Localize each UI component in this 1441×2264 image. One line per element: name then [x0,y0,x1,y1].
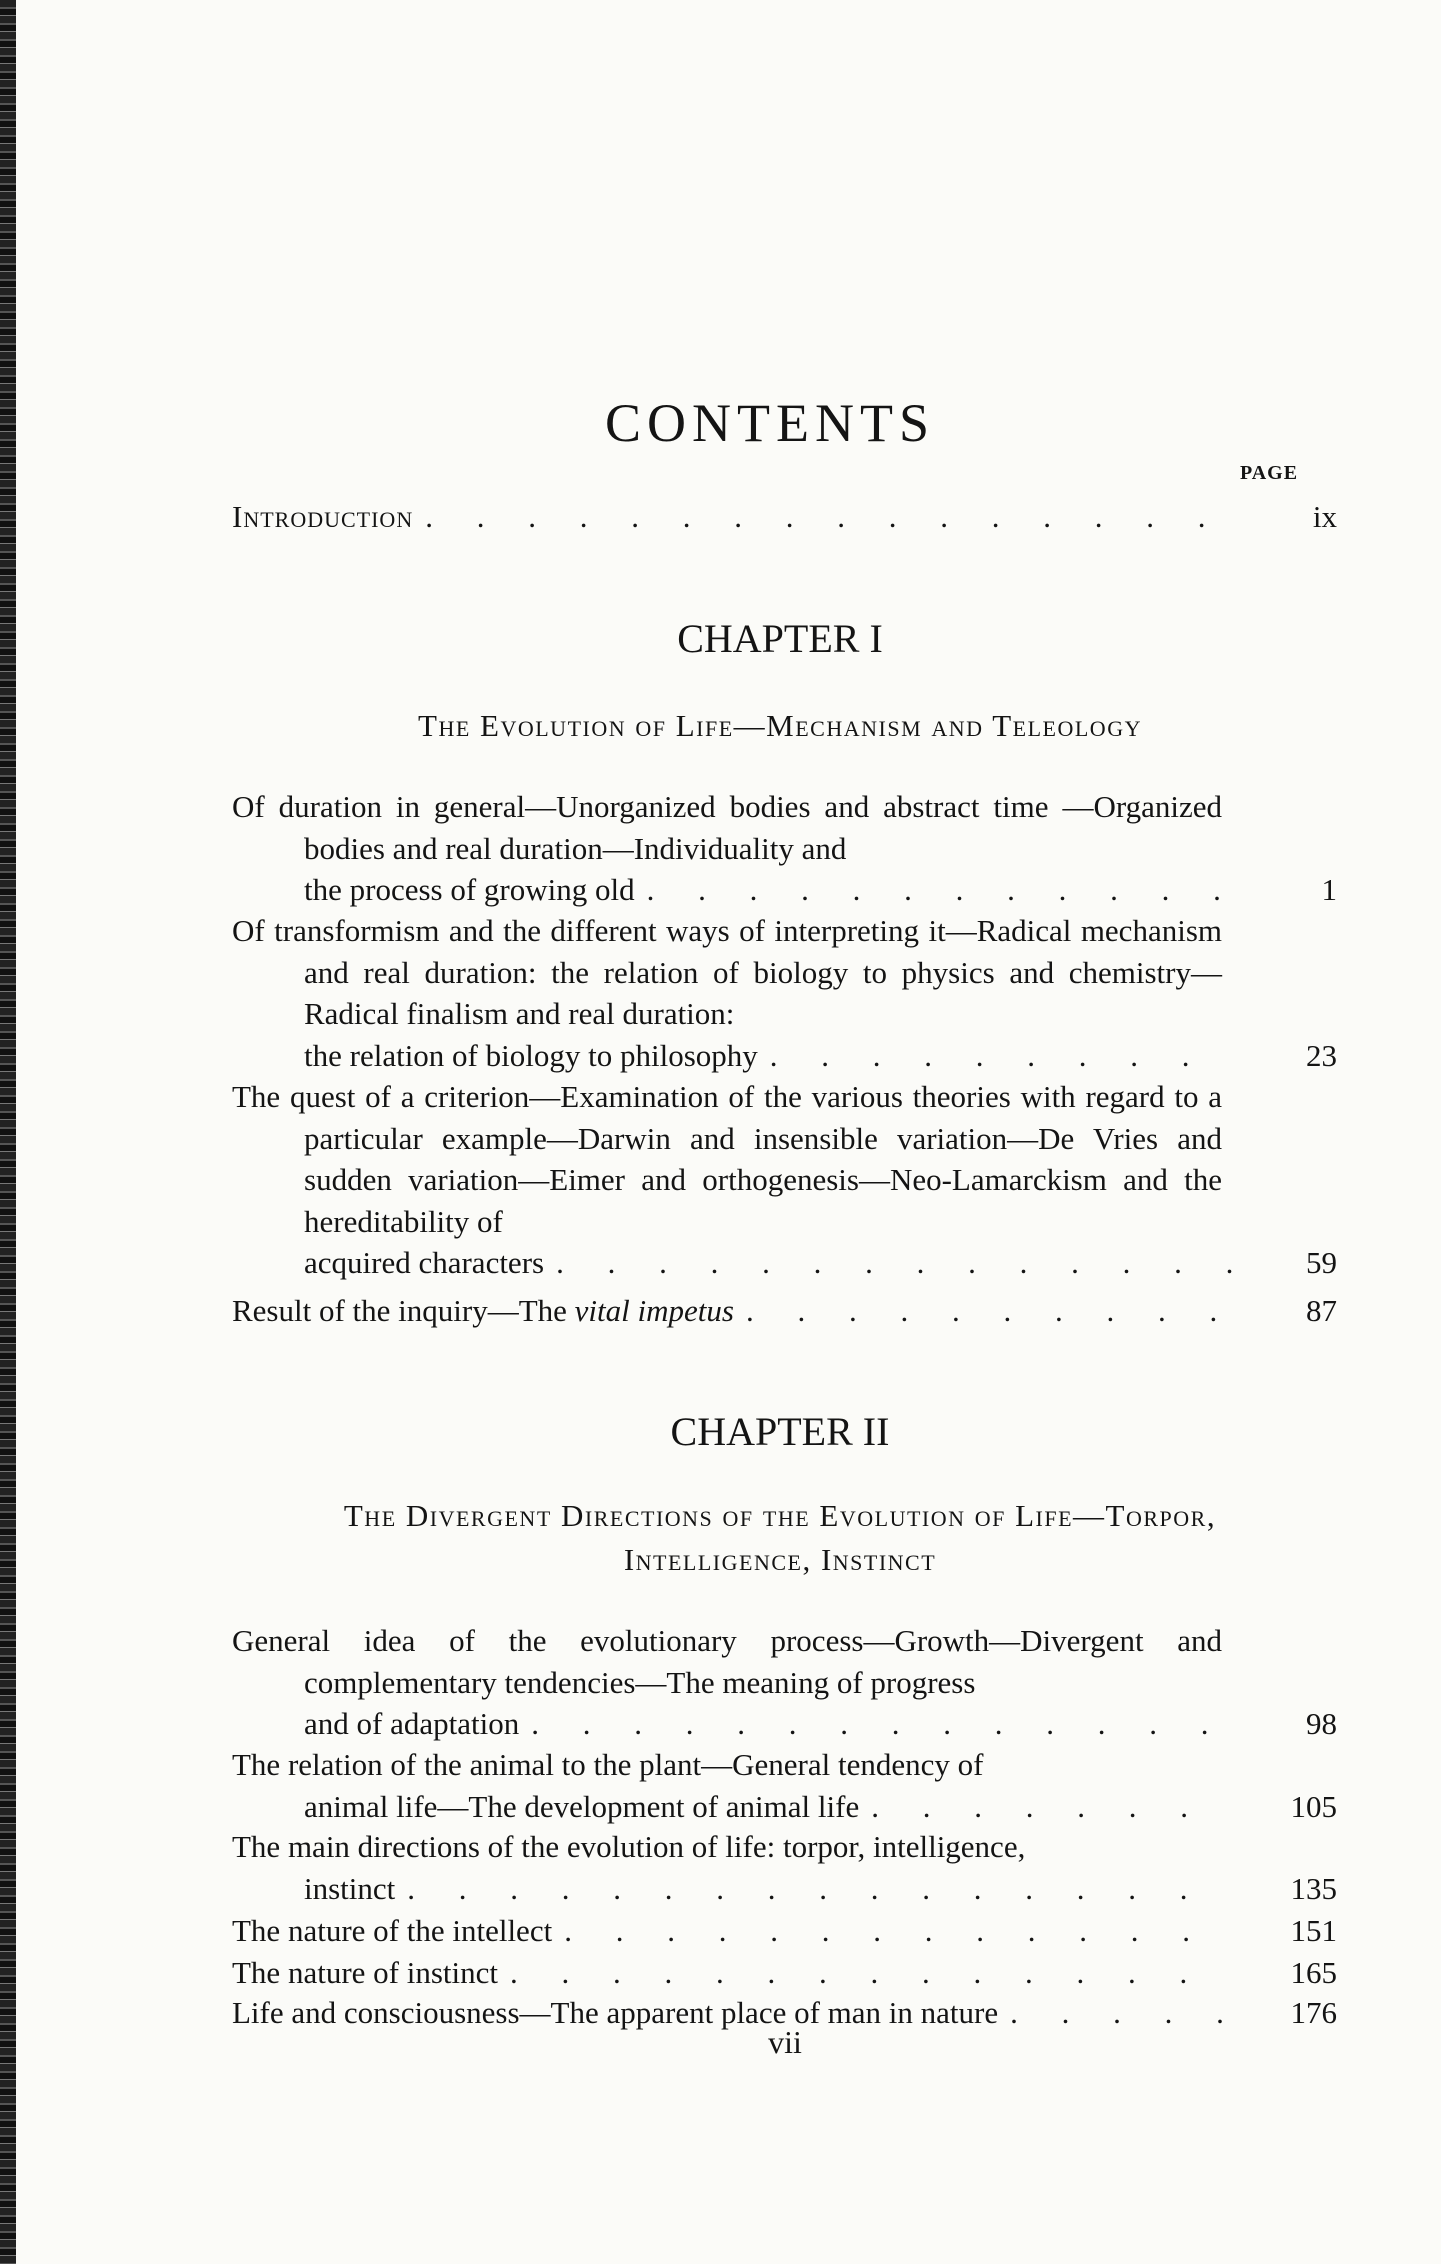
toc-entry[interactable] [232,1290,1337,1332]
entry-page-number: 1 [1321,872,1337,907]
toc-entry[interactable] [232,786,1337,911]
entry-lead: and of adaptation [304,1706,520,1741]
entry-page-number: 135 [1290,1870,1337,1906]
entry-text: The main directions of the evolution of life: torpor, intelligence, [232,1829,1026,1864]
entry-lead: animal life—The development of animal life [304,1788,860,1824]
chapter-heading: CHAPTER II [670,1409,890,1454]
toc-entry-introduction[interactable] [232,496,1337,538]
entry-page-number: 176 [1290,1995,1337,2030]
toc-entry[interactable] [232,1952,1337,1994]
entry-page-number: 151 [1290,1913,1337,1948]
toc-entry[interactable] [232,910,1337,1076]
page-folio: vii [768,2024,802,2060]
entry-text: General idea of the evolutionary process—Growth—Divergent and complementary tendencies—The meaning of progress [232,1623,1222,1700]
entry-page-number: 87 [1306,1293,1337,1328]
entry-page-number: 59 [1306,1245,1337,1280]
entry-lead: Result of the inquiry—The vital impetus [232,1293,734,1328]
page-column-heading: PAGE [1240,462,1299,484]
toc-entry[interactable] [232,1620,1337,1745]
entry-lead: The nature of instinct [232,1955,498,1990]
entry-lead: The nature of the intellect [232,1913,553,1948]
toc-entry[interactable] [232,1910,1337,1952]
entry-lead: instinct [304,1870,396,1906]
entry-page-number: ix [1312,499,1337,534]
entry-text: The quest of a criterion—Examination of the various theories with regard to a particular example—Darwin and insensible variation—De Vries and sudden variation—Eimer and orthogenesis—Neo-Lamarckism and the hereditability of [232,1079,1222,1239]
page-title: CONTENTS [605,393,935,453]
toc-entry[interactable] [232,1744,1337,1827]
entry-text: The relation of the animal to the plant—General tendency of [232,1747,984,1782]
entry-page-number: 165 [1290,1955,1337,1990]
entry-lead: acquired characters [304,1245,545,1280]
entry-lead: Life and consciousness—The apparent place of man in nature [232,1995,999,2030]
entry-page-number: 23 [1306,1037,1337,1073]
entry-text: Of transformism and the different ways of interpreting it—Radical mechanism and real duration: the relation of biology to physics and chemistry—Radical finalism and real duration: [232,913,1222,1031]
toc-entry[interactable] [232,1076,1337,1284]
toc-entry[interactable] [232,1826,1337,1909]
chapter-subtitle: The Evolution of Life—Mechanism and Teleology [418,708,1142,743]
entry-text: Of duration in general—Unorganized bodies and abstract time —Organized bodies and real duration—Individuality and [232,789,1222,866]
entry-lead: the relation of biology to philosophy [304,1037,758,1073]
chapter-heading: CHAPTER I [677,616,883,661]
entry-label: Introduction [232,499,414,534]
entry-page-number: 105 [1290,1788,1337,1824]
chapter-subtitle: The Divergent Directions of the Evolution of Life—Torpor, Intelligence, Instinct [343,1498,1217,1577]
entry-lead: the process of growing old [304,872,635,907]
entry-page-number: 98 [1306,1706,1337,1741]
